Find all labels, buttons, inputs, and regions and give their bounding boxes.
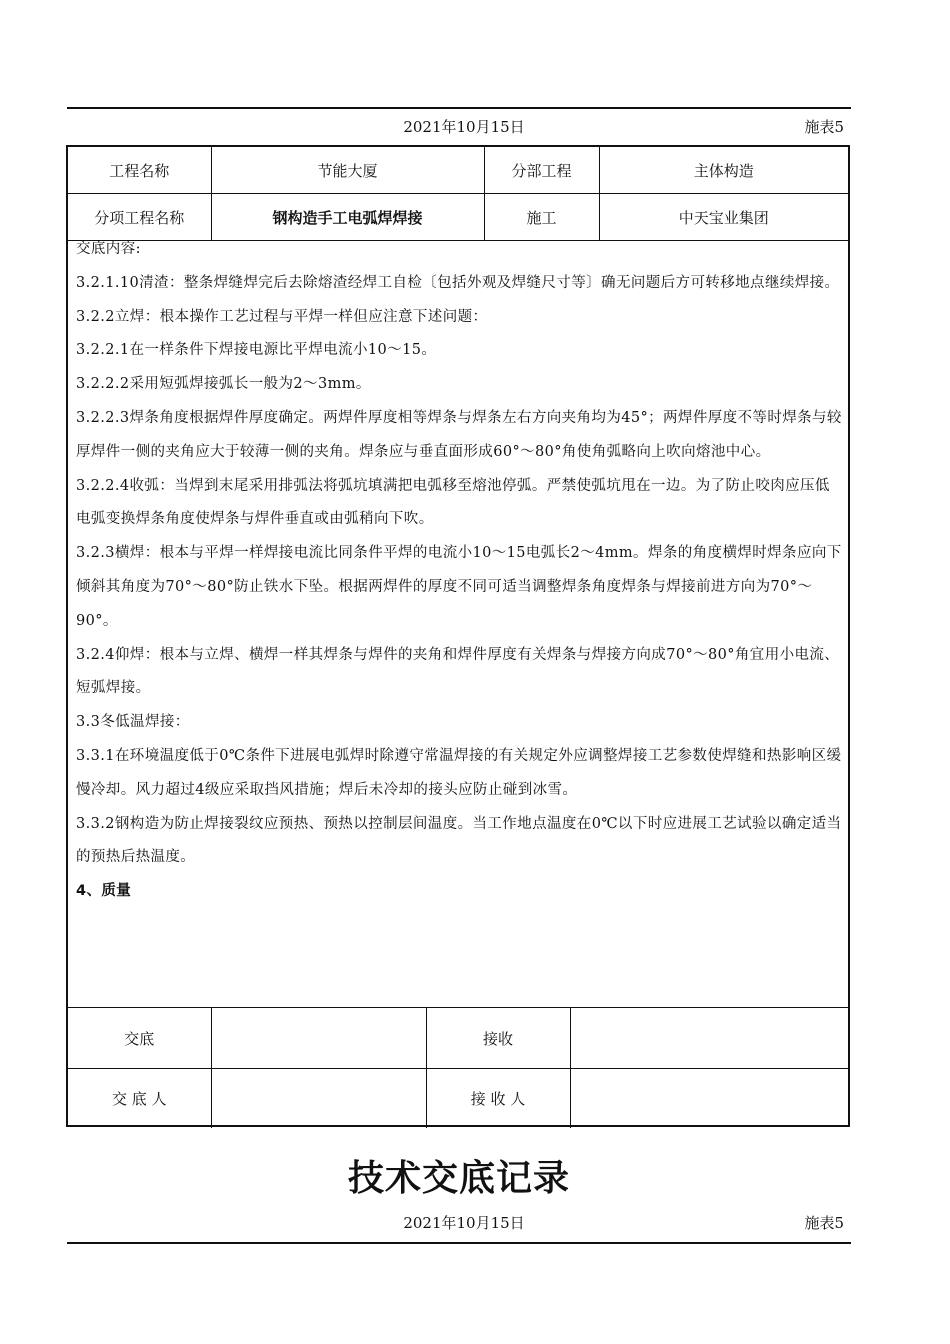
division-label: 分部工程 [484,147,599,194]
handover-label: 交底 [68,1008,211,1069]
project-info-table [68,147,848,241]
receiver-person-field[interactable] [570,1069,848,1129]
paragraph: 3.2.4仰焊：根本与立焊、横焊一样其焊条与焊件的夹角和焊件厚度有关焊条与焊接方向成70°～80°角宜用小电流、短弧焊接。 [76,646,840,697]
handover-person-field[interactable] [211,1069,426,1129]
paragraph: 3.2.2.3焊条角度根据焊件厚度确定。两焊件厚度相等焊条与焊条左右方向夹角均为45°；两焊件厚度不等时焊条与较厚焊件一侧的夹角应大于较薄一侧的夹角。焊条应与垂直面形成60°～80°角使角弧略向上吹向熔池中心。 [76,409,842,460]
top-rule [67,107,851,109]
paragraph: 3.3冬低温焊接： [76,714,190,731]
paragraph: 3.2.1.10清渣：整条焊缝焊完后去除熔渣经焊工自检〔包括外观及焊缝尺寸等〕确无问题后方可转移地点继续焊接。 [76,274,840,291]
paragraph: 3.2.3横焊：根本与平焊一样焊接电流比同条件平焊的电流小10～15电弧长2～4mm。焊条的角度横焊时焊条应向下倾斜其角度为70°～80°防止铁水下坠。根据两焊件的厚度不同可适当调整焊条角度焊条与焊接前进方向为70°～90°。 [76,545,842,629]
handover-person-label: 交 底 人 [68,1069,211,1129]
header-date: 2021年10月15日 [403,118,525,136]
paragraph: 3.2.2立焊：根本操作工艺过程与平焊一样但应注意下述问题： [76,308,488,325]
next-page-date: 2021年10月15日 [403,1214,525,1232]
project-name-label: 工程名称 [68,147,211,194]
construction-label: 施工 [484,194,599,241]
paragraph: 3.3.1在环境温度低于0℃条件下进展电弧焊时除遵守常温焊接的有关规定外应调整焊接工艺参数使焊缝和热影响区缓慢冷却。风力超过4级应采取挡风措施；焊后未冷却的接头应防止碰到冰雪。 [76,747,842,798]
disclosure-form [66,145,850,1127]
subitem-name-value: 钢构造手工电弧焊焊接 [211,194,484,241]
page-title: 技术交底记录 [347,1158,570,1199]
project-name-value: 节能大厦 [211,147,484,194]
handover-field[interactable] [211,1008,426,1069]
next-page-form-code: 施表5 [804,1214,844,1232]
table-row [68,1069,848,1129]
paragraph: 3.2.2.2采用短弧焊接弧长一般为2～3mm。 [76,376,371,393]
division-value: 主体构造 [599,147,848,194]
content-heading: 交底内容: [76,241,141,257]
table-row [68,1008,848,1069]
paragraph: 3.2.2.1在一样条件下焊接电源比平焊电流小10～15。 [76,342,437,359]
signature-table [68,1007,848,1128]
table-row [68,147,848,194]
bottom-rule [67,1242,851,1244]
receive-label: 接收 [426,1008,570,1069]
paragraph: 3.3.2钢构造为防止焊接裂纹应预热、预热以控制层间温度。当工作地点温度在0℃以下时应进展工艺试验以确定适当的预热后热温度。 [76,815,842,866]
section-heading-quality: 4、质量 [76,883,132,900]
paragraph: 3.2.2.4收弧：当焊到末尾采用排弧法将弧坑填满把电弧移至熔池停弧。严禁使弧坑甩在一边。为了防止咬肉应压低电弧变换焊条角度使焊条与焊件垂直或由弧稍向下吹。 [76,477,830,528]
construction-value: 中天宝业集团 [599,194,848,241]
header-form-code: 施表5 [804,118,844,136]
receiver-person-label: 接 收 人 [426,1069,570,1129]
subitem-name-label: 分项工程名称 [68,194,211,241]
receive-field[interactable] [570,1008,848,1069]
disclosure-content [76,233,844,909]
